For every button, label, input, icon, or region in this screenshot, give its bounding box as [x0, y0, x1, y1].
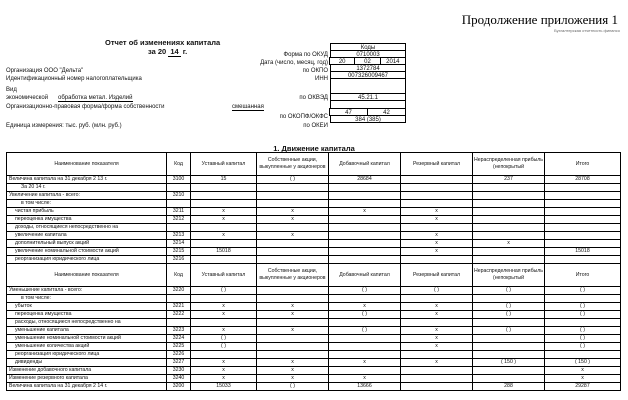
value-cell[interactable]: ( ): [545, 287, 621, 295]
okopf-codes: [330, 108, 406, 116]
table-row: [7, 248, 621, 256]
value-cell[interactable]: [545, 184, 621, 192]
value-cell[interactable]: ( ): [473, 311, 545, 319]
legal-form-label: Организационно-правовая форма/форма собственности: [6, 104, 165, 110]
value-cell[interactable]: [191, 351, 257, 359]
row-code: [167, 319, 191, 327]
okved-code[interactable]: 45.21.1: [330, 93, 406, 101]
row-code: 3224: [167, 335, 191, 343]
value-cell[interactable]: [473, 216, 545, 224]
row-label: Изменение добавочного капитала: [7, 367, 167, 375]
value-cell[interactable]: [329, 256, 401, 264]
org-label: Организация ООО "Дельта": [6, 68, 84, 74]
row-code: [167, 184, 191, 192]
value-cell[interactable]: x: [401, 311, 473, 319]
table-row: [7, 311, 621, 319]
value-cell[interactable]: [401, 295, 473, 303]
value-cell[interactable]: x: [191, 359, 257, 367]
value-cell[interactable]: x: [191, 367, 257, 375]
value-cell[interactable]: [257, 343, 329, 351]
date-codes: [330, 57, 406, 65]
okpo-label: по ОКПО: [302, 68, 328, 74]
value-cell[interactable]: [545, 232, 621, 240]
value-cell[interactable]: [473, 224, 545, 232]
row-label: убыток: [7, 303, 167, 311]
value-cell[interactable]: [329, 232, 401, 240]
column-header: Код: [167, 264, 191, 287]
value-cell[interactable]: [257, 240, 329, 248]
row-label: Величина капитала на 31 декабря 2 13 г.: [7, 176, 167, 184]
value-cell[interactable]: 15: [191, 176, 257, 184]
row-label: в том числе:: [7, 200, 167, 208]
column-header: Итого: [545, 264, 621, 287]
date-month[interactable]: 02: [354, 57, 380, 65]
value-cell[interactable]: [473, 335, 545, 343]
value-cell[interactable]: x: [191, 303, 257, 311]
value-cell[interactable]: [545, 208, 621, 216]
row-label: переоценка имущества: [7, 311, 167, 319]
value-cell[interactable]: x: [401, 335, 473, 343]
table-row: [7, 295, 621, 303]
value-cell[interactable]: [257, 295, 329, 303]
value-cell[interactable]: [191, 200, 257, 208]
legal-form-value: [232, 104, 264, 111]
value-cell[interactable]: x: [545, 375, 621, 383]
value-cell[interactable]: [257, 351, 329, 359]
value-cell[interactable]: [473, 351, 545, 359]
value-cell[interactable]: [329, 343, 401, 351]
table-row: [7, 359, 621, 367]
activity-value: [58, 95, 133, 102]
value-cell[interactable]: [401, 319, 473, 327]
okved-code-blank: [330, 78, 406, 94]
value-cell[interactable]: ( ): [545, 343, 621, 351]
row-code: 3213: [167, 232, 191, 240]
column-header: Резервный капитал: [401, 153, 473, 176]
value-cell[interactable]: ( 150 ): [473, 359, 545, 367]
table-row: [7, 176, 621, 184]
codes-box: [330, 44, 406, 123]
row-code: 3230: [167, 367, 191, 375]
table-row: [7, 232, 621, 240]
value-cell[interactable]: [473, 208, 545, 216]
corner-note: Бухгалтерская отчетность финансо: [554, 28, 620, 33]
table-row: [7, 216, 621, 224]
row-code: 3226: [167, 351, 191, 359]
okpo-code[interactable]: 1372784: [330, 64, 406, 72]
value-cell[interactable]: ( ): [191, 287, 257, 295]
value-cell[interactable]: x: [257, 375, 329, 383]
row-label: увеличение номинальной стоимости акций: [7, 248, 167, 256]
table-row: [7, 383, 621, 391]
form-okud-label: Форма по ОКУД: [283, 52, 328, 58]
row-code: 3223: [167, 327, 191, 335]
table-row: [7, 287, 621, 295]
row-code: 3200: [167, 383, 191, 391]
row-code: 3100: [167, 176, 191, 184]
row-code: 3216: [167, 256, 191, 264]
row-label: расходы, относящиеся непосредственно на: [7, 319, 167, 327]
value-cell[interactable]: [257, 224, 329, 232]
table-row: [7, 208, 621, 216]
codes-header: Коды: [330, 43, 406, 51]
value-cell[interactable]: [191, 184, 257, 192]
row-code: 3220: [167, 287, 191, 295]
activity-value-text[interactable]: обработка метал. Изделий: [58, 95, 133, 101]
value-cell[interactable]: ( ): [257, 383, 329, 391]
row-code: [167, 224, 191, 232]
value-cell[interactable]: [473, 367, 545, 375]
value-cell[interactable]: [257, 200, 329, 208]
value-cell[interactable]: ( ): [329, 311, 401, 319]
value-cell[interactable]: [257, 335, 329, 343]
value-cell[interactable]: ( ): [257, 176, 329, 184]
date-year[interactable]: 2014: [380, 57, 406, 65]
column-header: Наименование показателя: [7, 264, 167, 287]
value-cell[interactable]: x: [191, 311, 257, 319]
value-cell[interactable]: [401, 176, 473, 184]
row-label: чистая прибыль: [7, 208, 167, 216]
value-cell[interactable]: x: [401, 327, 473, 335]
value-cell[interactable]: [473, 192, 545, 200]
table-row: [7, 192, 621, 200]
period-prefix: за 20: [148, 47, 167, 56]
value-cell[interactable]: [257, 184, 329, 192]
table-row: [7, 343, 621, 351]
value-cell[interactable]: [401, 367, 473, 375]
value-cell[interactable]: [545, 200, 621, 208]
value-cell[interactable]: [545, 240, 621, 248]
value-cell[interactable]: [329, 295, 401, 303]
value-cell[interactable]: [257, 256, 329, 264]
value-cell[interactable]: x: [257, 216, 329, 224]
okopf-code[interactable]: 47: [329, 108, 368, 116]
row-label: дивиденды: [7, 359, 167, 367]
value-cell[interactable]: [473, 375, 545, 383]
value-cell[interactable]: x: [257, 327, 329, 335]
value-cell[interactable]: [473, 232, 545, 240]
report-title: Отчет об изменениях капитала: [105, 38, 221, 47]
row-code: 3221: [167, 303, 191, 311]
row-code: 3227: [167, 359, 191, 367]
value-cell[interactable]: x: [401, 248, 473, 256]
okud-code[interactable]: 0710003: [330, 50, 406, 58]
inn-label: ИНН: [315, 76, 328, 82]
value-cell[interactable]: x: [191, 232, 257, 240]
value-cell[interactable]: [401, 200, 473, 208]
value-cell[interactable]: [329, 240, 401, 248]
column-header: Уставный капитал: [191, 153, 257, 176]
table-row: [7, 224, 621, 232]
value-cell[interactable]: [329, 351, 401, 359]
value-cell[interactable]: 29287: [545, 383, 621, 391]
date-day[interactable]: 20: [329, 57, 355, 65]
table-row: [7, 303, 621, 311]
value-cell[interactable]: 288: [473, 383, 545, 391]
value-cell[interactable]: [473, 319, 545, 327]
row-code: [167, 200, 191, 208]
value-cell[interactable]: [257, 192, 329, 200]
table-row: [7, 240, 621, 248]
value-cell[interactable]: [401, 224, 473, 232]
value-cell[interactable]: [329, 200, 401, 208]
row-code: 3215: [167, 248, 191, 256]
value-cell[interactable]: x: [329, 303, 401, 311]
column-header: Добавочный капитал: [329, 264, 401, 287]
continuation-title: Продолжение приложения 1: [461, 12, 618, 27]
value-cell[interactable]: [473, 200, 545, 208]
section-title: 1. Движение капитала: [273, 144, 355, 153]
row-label: реорганизация юридического лица: [7, 256, 167, 264]
value-cell[interactable]: x: [401, 303, 473, 311]
value-cell[interactable]: 15033: [191, 383, 257, 391]
value-cell[interactable]: [329, 216, 401, 224]
value-cell[interactable]: x: [401, 359, 473, 367]
column-header: Уставный капитал: [191, 264, 257, 287]
table-row: [7, 367, 621, 375]
column-header: Код: [167, 153, 191, 176]
value-cell[interactable]: x: [329, 359, 401, 367]
okopf-label: по ОКОПФ/ОКФС: [279, 114, 328, 120]
value-cell[interactable]: [257, 248, 329, 256]
table-header-row-2: [7, 264, 621, 287]
value-cell[interactable]: [473, 248, 545, 256]
table-row: [7, 184, 621, 192]
value-cell[interactable]: ( ): [545, 327, 621, 335]
value-cell[interactable]: [401, 192, 473, 200]
row-code: 3211: [167, 208, 191, 216]
row-code: 3212: [167, 216, 191, 224]
value-cell[interactable]: ( ): [473, 287, 545, 295]
row-label: дополнительный выпуск акций: [7, 240, 167, 248]
column-header: Наименование показателя: [7, 153, 167, 176]
value-cell[interactable]: [545, 224, 621, 232]
row-label: уменьшение капитала: [7, 327, 167, 335]
row-label: Уменьшение капитала - всего:: [7, 287, 167, 295]
value-cell[interactable]: x: [401, 240, 473, 248]
row-code: 3222: [167, 311, 191, 319]
value-cell[interactable]: [545, 295, 621, 303]
value-cell[interactable]: [257, 319, 329, 327]
value-cell[interactable]: [191, 256, 257, 264]
value-cell[interactable]: [401, 256, 473, 264]
okei-code[interactable]: 384 (385): [330, 115, 406, 123]
value-cell[interactable]: ( ): [545, 303, 621, 311]
value-cell[interactable]: [329, 248, 401, 256]
value-cell[interactable]: [191, 224, 257, 232]
value-cell[interactable]: ( ): [329, 287, 401, 295]
table-row: [7, 351, 621, 359]
value-cell[interactable]: ( ): [545, 335, 621, 343]
value-cell[interactable]: ( ): [191, 335, 257, 343]
column-header: Добавочный капитал: [329, 153, 401, 176]
value-cell[interactable]: [191, 192, 257, 200]
row-label: реорганизация юридического лица: [7, 351, 167, 359]
row-label: Изменение резервного капитала: [7, 375, 167, 383]
value-cell[interactable]: x: [191, 208, 257, 216]
value-cell[interactable]: x: [257, 208, 329, 216]
row-label: Увеличение капитала - всего:: [7, 192, 167, 200]
value-cell[interactable]: [545, 216, 621, 224]
activity-label: экономической: [6, 95, 49, 101]
row-label: Величина капитала на 31 декабря 2 14 г.: [7, 383, 167, 391]
inn-id-label: Идентификационный номер налогоплательщика: [6, 76, 142, 82]
value-cell[interactable]: [191, 240, 257, 248]
value-cell[interactable]: x: [257, 367, 329, 375]
column-header: Резервный капитал: [401, 264, 473, 287]
value-cell[interactable]: ( ): [191, 343, 257, 351]
value-cell[interactable]: x: [401, 216, 473, 224]
value-cell[interactable]: [473, 343, 545, 351]
value-cell[interactable]: x: [191, 327, 257, 335]
table-row: [7, 335, 621, 343]
value-cell[interactable]: x: [191, 375, 257, 383]
value-cell[interactable]: ( ): [473, 327, 545, 335]
okfs-code[interactable]: 42: [367, 108, 406, 116]
unit-label: Единица измерения: тыс. руб. (млн. руб.): [6, 123, 122, 129]
value-cell[interactable]: x: [257, 232, 329, 240]
value-cell[interactable]: 15018: [545, 248, 621, 256]
value-cell[interactable]: x: [329, 375, 401, 383]
column-header: Нераспределенная прибыль (непокрытый: [473, 153, 545, 176]
value-cell[interactable]: x: [545, 367, 621, 375]
value-cell[interactable]: [473, 295, 545, 303]
row-code: 3210: [167, 192, 191, 200]
value-cell[interactable]: [329, 184, 401, 192]
value-cell[interactable]: ( ): [545, 311, 621, 319]
inn-code[interactable]: 007326009467: [330, 71, 406, 79]
row-label: увеличение капитала: [7, 232, 167, 240]
value-cell[interactable]: 237: [473, 176, 545, 184]
value-cell[interactable]: [329, 335, 401, 343]
value-cell[interactable]: [473, 184, 545, 192]
value-cell[interactable]: [191, 319, 257, 327]
value-cell[interactable]: 28708: [545, 176, 621, 184]
value-cell[interactable]: x: [401, 343, 473, 351]
table-row: [7, 319, 621, 327]
report-period: [148, 47, 187, 56]
value-cell[interactable]: [473, 256, 545, 264]
table-header-row: [7, 153, 621, 176]
value-cell[interactable]: [329, 319, 401, 327]
vid-label: Вид: [6, 87, 17, 93]
date-label: Дата (число, месяц, год): [260, 60, 328, 66]
capital-movement-table: [6, 152, 621, 391]
row-code: [167, 295, 191, 303]
row-code: 3214: [167, 240, 191, 248]
value-cell[interactable]: x: [473, 240, 545, 248]
table-row: [7, 327, 621, 335]
value-cell[interactable]: [401, 351, 473, 359]
value-cell[interactable]: [401, 184, 473, 192]
column-header: Нераспределенная прибыль (непокрытый: [473, 264, 545, 287]
row-code: 3240: [167, 375, 191, 383]
value-cell[interactable]: [257, 287, 329, 295]
value-cell[interactable]: 15018: [191, 248, 257, 256]
value-cell[interactable]: ( ): [329, 327, 401, 335]
value-cell[interactable]: 13666: [329, 383, 401, 391]
value-cell[interactable]: [401, 383, 473, 391]
value-cell[interactable]: x: [401, 208, 473, 216]
column-header: Собственные акции, выкупленные у акционеров: [257, 153, 329, 176]
row-label: уменьшение номинальной стоимости акций: [7, 335, 167, 343]
value-cell[interactable]: 28684: [329, 176, 401, 184]
value-cell[interactable]: x: [257, 359, 329, 367]
table-row: [7, 375, 621, 383]
value-cell[interactable]: [545, 319, 621, 327]
value-cell[interactable]: [401, 375, 473, 383]
period-suffix: г.: [182, 47, 188, 56]
row-code: 3225: [167, 343, 191, 351]
value-cell[interactable]: [545, 256, 621, 264]
value-cell[interactable]: x: [257, 311, 329, 319]
value-cell[interactable]: x: [401, 232, 473, 240]
value-cell[interactable]: x: [191, 216, 257, 224]
period-year[interactable]: 14: [170, 47, 179, 56]
value-cell[interactable]: [545, 351, 621, 359]
value-cell[interactable]: ( ): [473, 303, 545, 311]
column-header: Итого: [545, 153, 621, 176]
row-label: За 20 14 г.: [7, 184, 167, 192]
value-cell[interactable]: x: [329, 208, 401, 216]
row-label: уменьшение количества акций: [7, 343, 167, 351]
value-cell[interactable]: [545, 192, 621, 200]
row-label: в том числе:: [7, 295, 167, 303]
value-cell[interactable]: [191, 295, 257, 303]
value-cell[interactable]: [329, 224, 401, 232]
value-cell[interactable]: ( ): [401, 287, 473, 295]
row-label: доходы, относящиеся непосредственно на: [7, 224, 167, 232]
column-header: Собственные акции, выкупленные у акционеров: [257, 264, 329, 287]
okei-label: по ОКЕИ: [303, 123, 328, 129]
table-row: [7, 200, 621, 208]
okved-label: по ОКВЭД: [299, 95, 328, 101]
row-label: переоценка имущества: [7, 216, 167, 224]
legal-form-value-text[interactable]: смешанная: [232, 104, 264, 110]
value-cell[interactable]: [329, 192, 401, 200]
table-row: [7, 256, 621, 264]
value-cell[interactable]: ( 150 ): [545, 359, 621, 367]
value-cell[interactable]: [329, 367, 401, 375]
value-cell[interactable]: x: [257, 303, 329, 311]
